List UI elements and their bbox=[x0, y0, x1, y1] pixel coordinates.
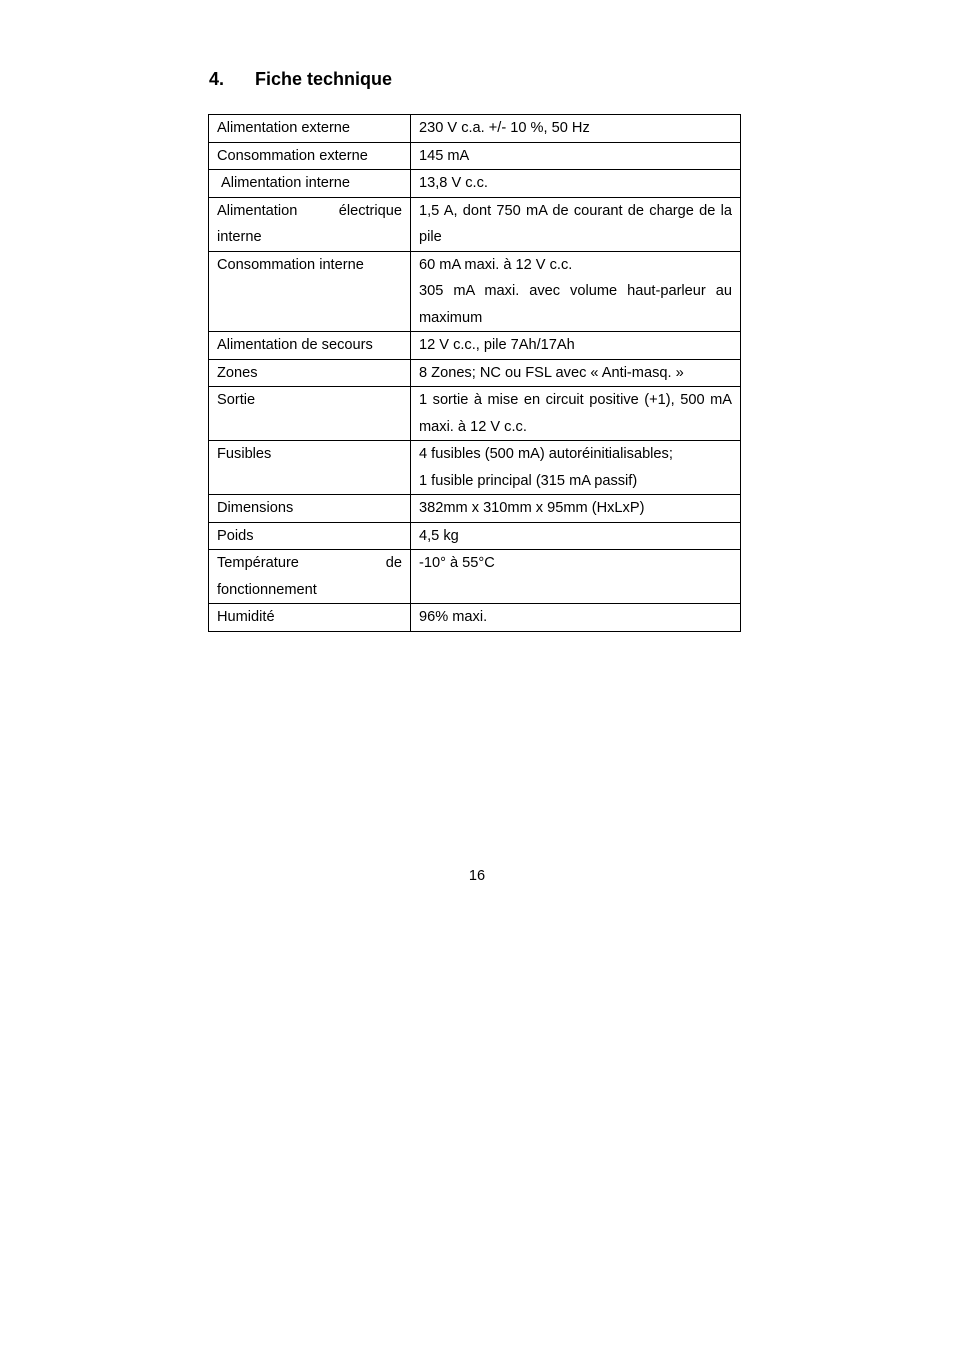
section-number: 4. bbox=[209, 69, 225, 89]
spec-table bbox=[208, 114, 741, 632]
section-heading bbox=[209, 66, 392, 92]
table-row bbox=[209, 522, 741, 550]
table-row bbox=[209, 251, 741, 332]
spec-value: 4 fusibles (500 mA) autoréinitialisables; 1 fusible principal (315 mA passif) bbox=[411, 441, 741, 495]
table-row bbox=[209, 332, 741, 360]
spec-value: -10° à 55°C bbox=[411, 550, 741, 604]
spec-value: 12 V c.c., pile 7Ah/17Ah bbox=[411, 332, 741, 360]
table-row bbox=[209, 550, 741, 604]
spec-label: Alimentation externe bbox=[209, 115, 411, 143]
table-row bbox=[209, 142, 741, 170]
spec-value: 8 Zones; NC ou FSL avec « Anti-masq. » bbox=[411, 359, 741, 387]
spec-label: Poids bbox=[209, 522, 411, 550]
table-row bbox=[209, 495, 741, 523]
page-number: 16 bbox=[468, 868, 486, 884]
spec-value: 230 V c.a. +/- 10 %, 50 Hz bbox=[411, 115, 741, 143]
spec-label: Consommation externe bbox=[209, 142, 411, 170]
spec-label: Humidité bbox=[209, 604, 411, 632]
table-row bbox=[209, 197, 741, 251]
spec-value: 96% maxi. bbox=[411, 604, 741, 632]
spec-value: 4,5 kg bbox=[411, 522, 741, 550]
spec-value: 145 mA bbox=[411, 142, 741, 170]
spec-label: Consommation interne bbox=[209, 251, 411, 332]
table-row bbox=[209, 441, 741, 495]
spec-label: Température de fonctionnement bbox=[209, 550, 411, 604]
spec-label: Alimentation de secours bbox=[209, 332, 411, 360]
table-row bbox=[209, 170, 741, 198]
spec-value: 60 mA maxi. à 12 V c.c. 305 mA maxi. avec volume haut-parleur au maximum bbox=[411, 251, 741, 332]
spec-value: 382mm x 310mm x 95mm (HxLxP) bbox=[411, 495, 741, 523]
spec-label: Alimentation électrique interne bbox=[209, 197, 411, 251]
table-row bbox=[209, 387, 741, 441]
spec-value: 13,8 V c.c. bbox=[411, 170, 741, 198]
spec-label: Dimensions bbox=[209, 495, 411, 523]
spec-value: 1 sortie à mise en circuit positive (+1), 500 mA maxi. à 12 V c.c. bbox=[411, 387, 741, 441]
table-row bbox=[209, 359, 741, 387]
table-row bbox=[209, 115, 741, 143]
spec-label: Alimentation interne bbox=[209, 170, 411, 198]
spec-value: 1,5 A, dont 750 mA de courant de charge de la pile bbox=[411, 197, 741, 251]
section-title: Fiche technique bbox=[255, 69, 393, 89]
table-row bbox=[209, 604, 741, 632]
spec-label: Fusibles bbox=[209, 441, 411, 495]
spec-label: Sortie bbox=[209, 387, 411, 441]
spec-label: Zones bbox=[209, 359, 411, 387]
